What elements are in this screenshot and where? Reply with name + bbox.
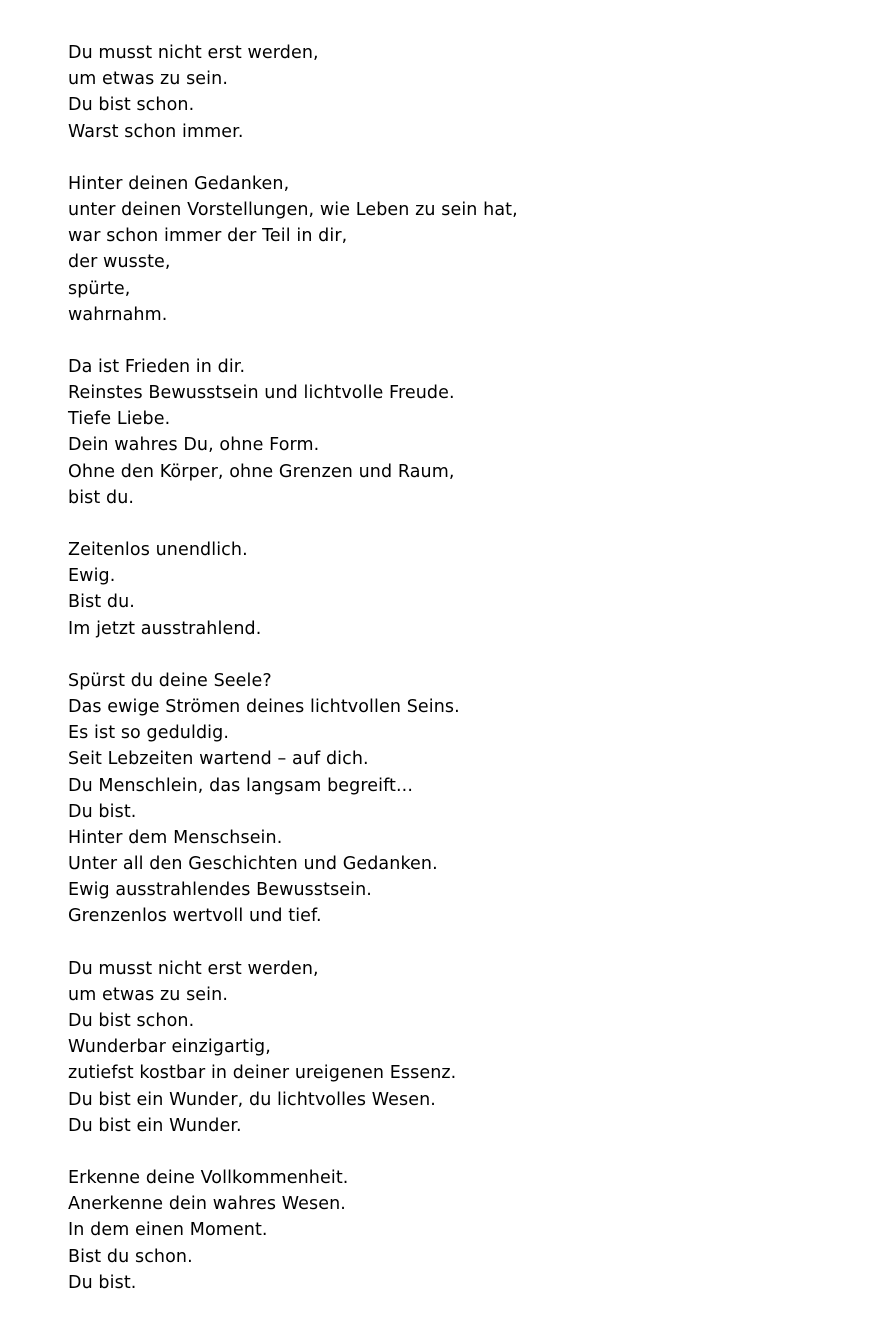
poem-line: bist du. [68, 487, 135, 508]
poem-line: Anerkenne dein wahres Wesen. [68, 1194, 346, 1215]
poem-line: Hinter deinen Gedanken, [68, 173, 290, 194]
poem-line: Zeitenlos unendlich. [68, 540, 248, 560]
poem-line: spürte, [68, 278, 131, 299]
poem-line: Warst schon immer. [68, 121, 244, 142]
poem-line: Hinter dem Menschsein. [68, 827, 283, 848]
poem-document [68, 40, 848, 1322]
poem-line: Ewig ausstrahlendes Bewusstsein. [68, 880, 372, 901]
poem-line: Tiefe Liebe. [68, 409, 171, 430]
poem-line: unter deinen Vorstellungen, wie Leben zu sein hat, [68, 199, 518, 220]
poem-line: Spürst du deine Seele? [68, 670, 272, 691]
poem-line: Du bist. [68, 801, 137, 822]
poem-line: Ohne den Körper, ohne Grenzen und Raum, [68, 461, 455, 482]
poem-line: Du bist schon. [68, 95, 195, 116]
stanza-6 [68, 956, 848, 1139]
poem-line: Du bist ein Wunder, du lichtvolles Wesen. [68, 1089, 436, 1110]
poem-line: wahrnahm. [68, 304, 168, 325]
poem-line: um etwas zu sein. [68, 984, 228, 1005]
poem-line: Erkenne deine Vollkommenheit. [68, 1167, 349, 1188]
poem-line: In dem einen Moment. [68, 1220, 268, 1241]
poem-line: Du bist schon. [68, 1011, 195, 1031]
poem-line: um etwas zu sein. [68, 69, 228, 90]
poem-line: Bist du. [68, 592, 135, 613]
poem-line: Du bist. [68, 1272, 137, 1293]
poem-line: Unter all den Geschichten und Gedanken. [68, 854, 438, 875]
poem-line: Da ist Frieden in dir. [68, 356, 246, 377]
poem-line: Wunderbar einzigartig, [68, 1037, 271, 1058]
stanza-1 [68, 40, 848, 145]
poem-line: der wusste, [68, 252, 171, 273]
poem-line: zutiefst kostbar in deiner ureigenen Essenz. [68, 1063, 457, 1084]
poem-line: Es ist so geduldig. [68, 723, 230, 744]
poem-line: Ewig. [68, 566, 116, 587]
poem-line: Das ewige Strömen deines lichtvollen Seins. [68, 696, 460, 717]
poem-line: Im jetzt ausstrahlend. [68, 618, 262, 639]
poem-line: Bist du schon. [68, 1246, 193, 1267]
poem-line: Grenzenlos wertvoll und tief. [68, 906, 322, 927]
stanza-2 [68, 171, 848, 328]
poem-line: Du musst nicht erst werden, [68, 43, 319, 63]
stanza-4 [68, 537, 848, 642]
poem-line: Du bist ein Wunder. [68, 1115, 242, 1136]
poem-line: Seit Lebzeiten wartend – auf dich. [68, 749, 369, 770]
poem-line: Reinstes Bewusstsein und lichtvolle Freude. [68, 383, 455, 404]
stanza-7 [68, 1165, 848, 1296]
stanza-3 [68, 354, 848, 511]
poem-line: Du Menschlein, das langsam begreift... [68, 775, 413, 796]
poem-line: Du musst nicht erst werden, [68, 958, 319, 979]
poem-line: Dein wahres Du, ohne Form. [68, 435, 320, 456]
stanza-5 [68, 668, 848, 930]
poem-line: war schon immer der Teil in dir, [68, 226, 348, 247]
